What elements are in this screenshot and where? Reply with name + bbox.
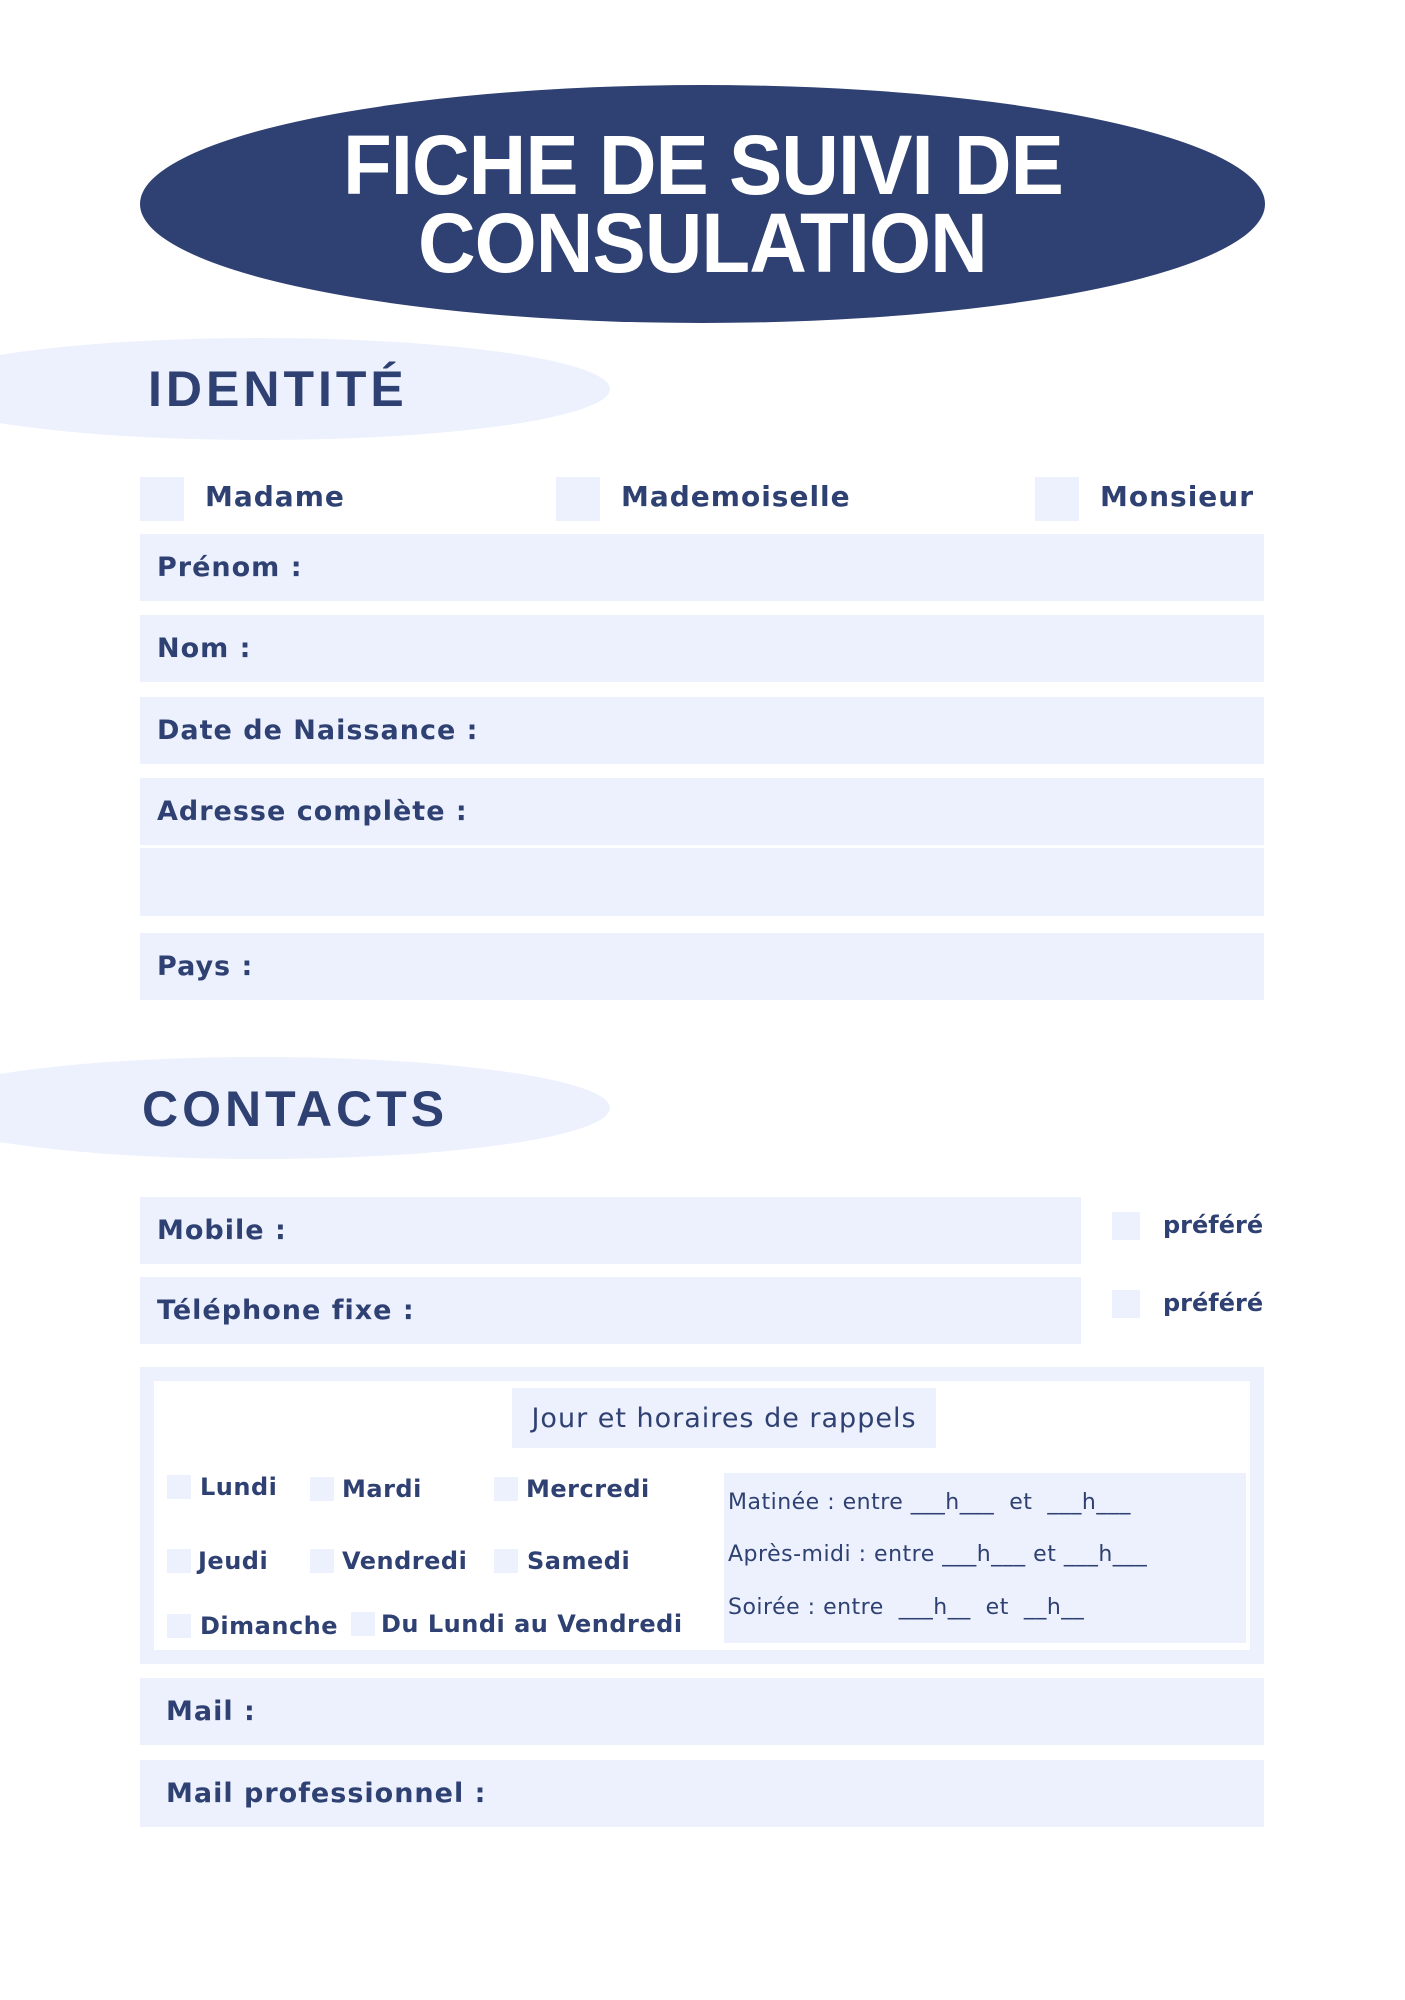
checkbox-mercredi[interactable] [494,1477,518,1501]
nom-field[interactable] [140,615,1264,682]
label-lundi: Lundi [200,1473,278,1501]
mobile-label: Mobile : [157,1215,287,1246]
checkbox-madame[interactable] [140,477,184,521]
label-mercredi: Mercredi [526,1475,650,1503]
prenom-field[interactable] [140,534,1264,601]
adresse-label: Adresse complète : [157,796,468,827]
checkbox-mobile-prefere[interactable] [1112,1212,1140,1240]
mobile-prefere-label: préféré [1163,1211,1264,1239]
mobile-field[interactable] [140,1197,1081,1264]
checkbox-dimanche[interactable] [167,1614,191,1638]
mail-label: Mail : [166,1696,256,1727]
label-mardi: Mardi [342,1475,422,1503]
checkbox-lundi[interactable] [167,1475,191,1499]
pays-field[interactable] [140,933,1264,1000]
prenom-label: Prénom : [157,552,303,583]
label-vendredi: Vendredi [342,1547,468,1575]
hours-soiree: Soirée : entre ___h__ et __h__ [728,1595,1085,1620]
naissance-field[interactable] [140,697,1264,764]
adresse-field[interactable] [140,778,1264,845]
title-banner [140,85,1265,323]
label-monsieur: Monsieur [1100,480,1255,513]
nom-label: Nom : [157,633,252,664]
pays-label: Pays : [157,951,254,982]
checkbox-monsieur[interactable] [1035,477,1079,521]
label-lundi-vendredi: Du Lundi au Vendredi [381,1610,683,1638]
label-mademoiselle: Mademoiselle [621,480,851,513]
checkbox-jeudi[interactable] [167,1549,191,1573]
checkbox-vendredi[interactable] [310,1549,334,1573]
contacts-heading: CONTACTS [142,1081,449,1137]
checkbox-mardi[interactable] [310,1477,334,1501]
label-jeudi: Jeudi [198,1547,269,1575]
checkbox-mademoiselle[interactable] [556,477,600,521]
telephone-field[interactable] [140,1277,1081,1344]
identite-heading: IDENTITÉ [148,361,408,417]
mail-pro-label: Mail professionnel : [166,1778,487,1809]
telephone-prefere-label: préféré [1163,1289,1264,1317]
naissance-label: Date de Naissance : [157,715,479,746]
rappels-heading: Jour et horaires de rappels [512,1388,936,1448]
title-line-2: CONSULATION [418,196,987,290]
label-samedi: Samedi [527,1547,631,1575]
hours-matinee: Matinée : entre ___h___ et ___h___ [728,1490,1131,1515]
mail-field[interactable] [140,1678,1264,1745]
label-dimanche: Dimanche [200,1612,339,1640]
checkbox-samedi[interactable] [494,1549,518,1573]
checkbox-telephone-prefere[interactable] [1112,1290,1140,1318]
label-madame: Madame [205,480,345,513]
telephone-label: Téléphone fixe : [157,1295,415,1326]
adresse-field-line-2[interactable] [140,848,1264,916]
mail-pro-field[interactable] [140,1760,1264,1827]
checkbox-lundi-vendredi[interactable] [351,1612,375,1636]
title-line-1: FICHE DE SUIVI DE [342,118,1063,212]
hours-apres-midi: Après-midi : entre ___h___ et ___h___ [728,1542,1148,1567]
